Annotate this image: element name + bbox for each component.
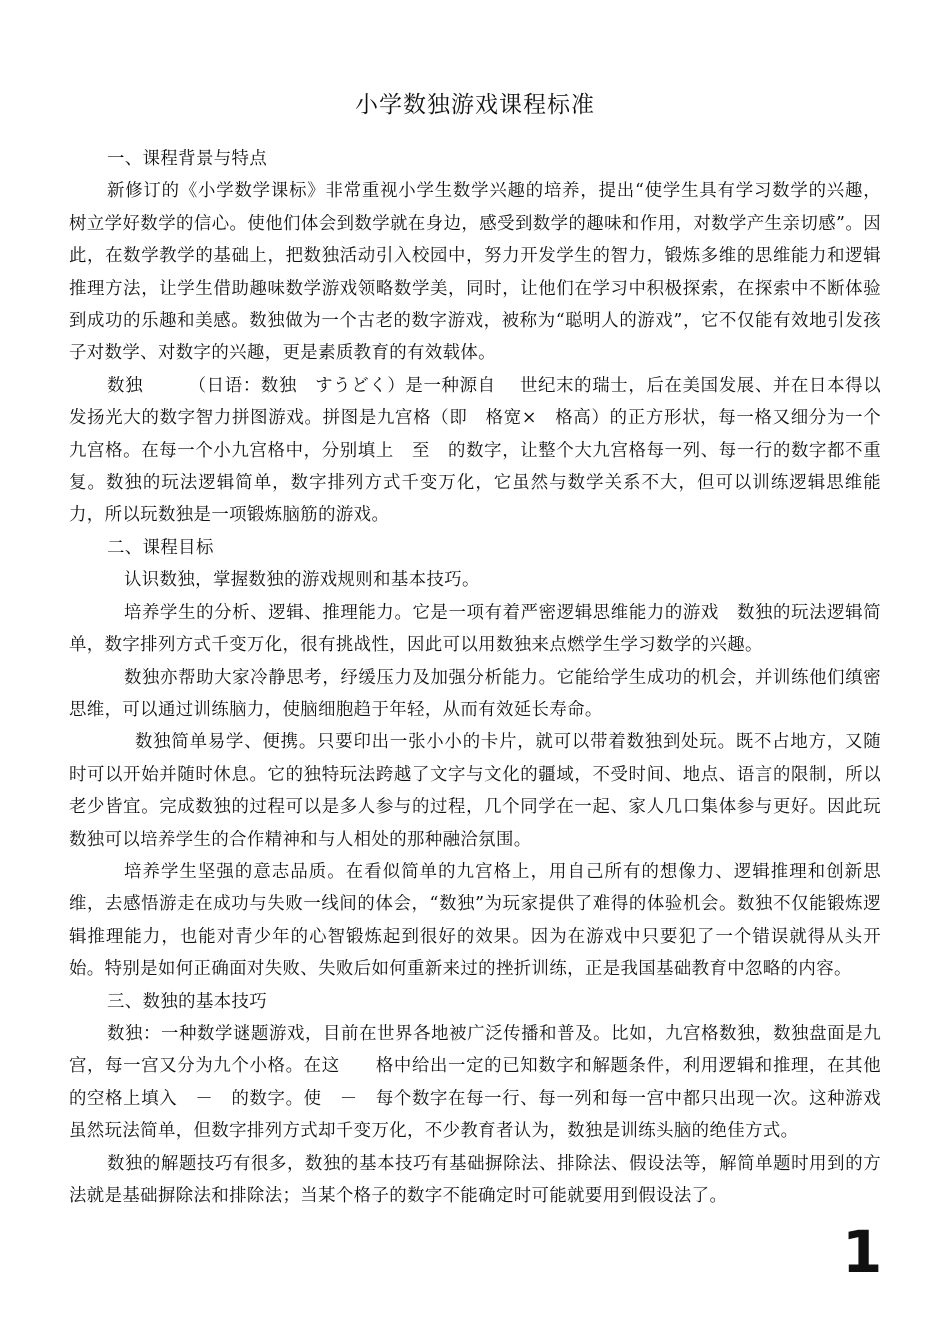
section-heading-techniques: 三、数独的基本技巧: [107, 991, 268, 1012]
section-heading-background: 一、课程背景与特点: [107, 149, 268, 169]
document-body: [69, 143, 881, 1212]
document-title: 小学数独游戏课程标准: [355, 92, 595, 118]
section-heading-goals: 二、课程目标: [107, 537, 214, 558]
paragraph: 数独的解题技巧有很多，数独的基本技巧有基础摒除法、排除法、假设法等，解简单题时用到的方法就是基础摒除法和排除法；当某个格子的数字不能确定时可能就要用到假设法了。: [69, 1153, 881, 1206]
paragraph: 数独亦帮助大家冷静思考，纾缓压力及加强分析能力。它能给学生成功的机会，并训练他们缜密思维，可以通过训练脑力，使脑细胞趋于年轻，从而有效延长寿命。: [69, 667, 881, 720]
paragraph: 数独：一种数学谜题游戏，目前在世界各地被广泛传播和普及。比如，九宫格数独，数独盘面是九宫，每一宫又分为九个小格。在这 格中给出一定的已知数字和解题条件，利用逻辑和推理，在其他的空格上填入 － 的数字。使 － 每个数字在每一行、每一列和每一宫中都只出现一次。这种游戏虽然玩法简单，但数字排列方式却千变万化，不少教育者认为，数独是训练头脑的绝佳方式。: [69, 1023, 881, 1142]
paragraph: 培养学生的分析、逻辑、推理能力。它是一项有着严密逻辑思维能力的游戏 数独的玩法逻辑简单，数字排列方式千变万化，很有挑战性，因此可以用数独来点燃学生学习数学的兴趣。: [69, 602, 881, 656]
paragraph: 认识数独，掌握数独的游戏规则和基本技巧。: [124, 570, 480, 591]
paragraph: 新修订的《小学数学课标》非常重视小学生数学兴趣的培养，提出“使学生具有学习数学的兴趣，树立学好数学的信心。使他们体会到数学就在身边，感受到数学的趣味和作用，对数学产生亲切感”。因此，在数学教学的基础上，把数独活动引入校园中，努力开发学生的智力，锻炼多维的思维能力和逻辑推理方法，让学生借助趣味数学游戏领略数学美，同时，让他们在学习中积极探索，在探索中不断体验到成功的乐趣和美感。数独做为一个古老的数字游戏，被称为“聪明人的游戏”，它不仅能有效地引发孩子对数学、对数字的兴趣，更是素质教育的有效载体。: [69, 181, 881, 364]
paragraph: 培养学生坚强的意志品质。在看似简单的九宫格上，用自己所有的想像力、逻辑推理和创新思维，去感悟游走在成功与失败一线间的体会，“数独”为玩家提供了难得的体验机会。数独不仅能锻炼逻辑推理能力，也能对青少年的心智锻炼起到很好的效果。因为在游戏中只要犯了一个错误就得从头开始。特别是如何正确面对失败、失败后如何重新来过的挫折训练，正是我国基础教育中忽略的内容。: [69, 861, 881, 980]
paragraph: 数独简单易学、便携。只要印出一张小小的卡片，就可以带着数独到处玩。既不占地方，又随时可以开始并随时休息。它的独特玩法跨越了文字与文化的疆域，不受时间、地点、语言的限制，所以老少皆宜。完成数独的过程可以是多人参与的过程，几个同学在一起、家人几口集体参与更好。因此玩数独可以培养学生的合作精神和与人相处的那种融洽氛围。: [69, 732, 881, 850]
paragraph: 数独 （日语：数独 すうどく）是一种源自 世纪末的瑞士，后在美国发展、并在日本得以发扬光大的数字智力拼图游戏。拼图是九宫格（即 格宽× 格高）的正方形状，每一格又细分为一个九宫格。在每一个小九宫格中，分别填上 至 的数字，让整个大九宫格每一列、每一行的数字都不重复。数独的玩法逻辑简单，数字排列方式千变万化，它虽然与数学关系不大，但可以训练逻辑思维能力，所以玩数独是一项锻炼脑筋的游戏。: [69, 375, 881, 526]
page-number: 1: [842, 1218, 883, 1286]
